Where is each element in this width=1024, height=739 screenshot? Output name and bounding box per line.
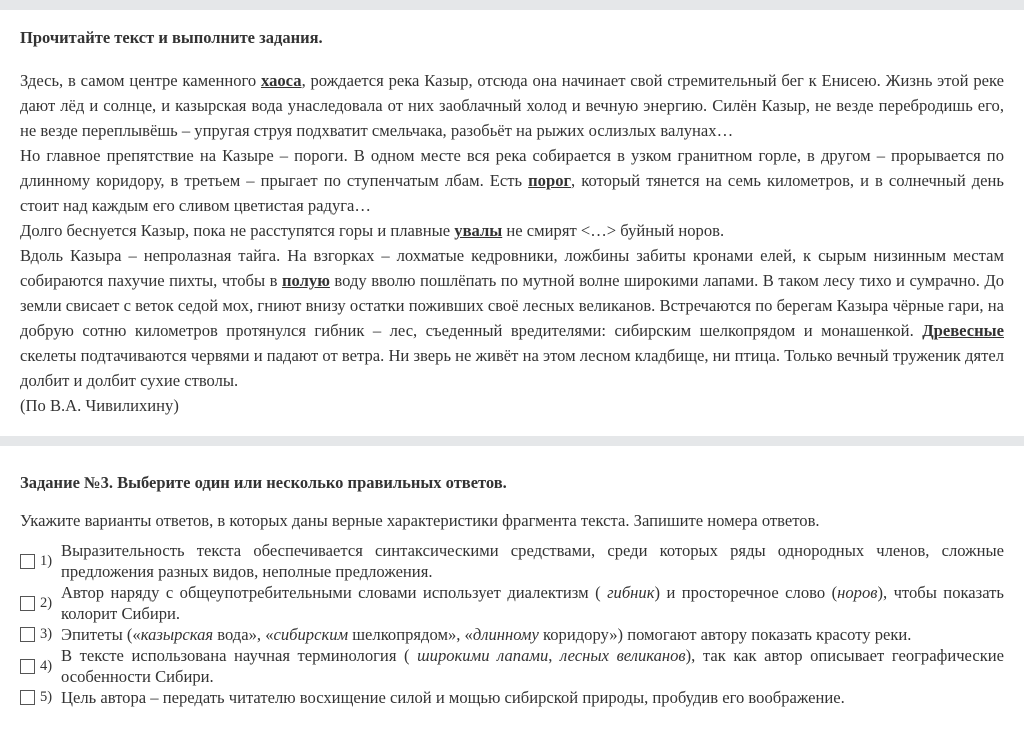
keyword: хаоса — [261, 71, 302, 90]
keyword: Древесные — [922, 321, 1004, 340]
text-segment: Долго беснуется Казыр, пока не расступятся горы и плавные — [20, 221, 455, 240]
text-segment: Вдоль Казыра – непролазная тайга. На взгорках – лохматые кедровники, ложбины забиты кронами елей, к сырым низинным местам собираются пахучие пихты, чтобы в — [20, 246, 1004, 290]
answer-checkbox-4[interactable] — [20, 659, 35, 674]
text-segment: воду вволю пошлёпать по мутной волне широкими лапами. В таком лесу тихо и сумрачно. До земли свисает с веток седой мох, гниют внизу остатки поживших своё лесных великанов. Встречаются по берегам Казыра чёрные гари, на добрую сотню километров протянулся гибник – лес, съеденный вредителями: сибирским шелкопрядом и монашенкой. — [20, 271, 1004, 340]
text-segment: ), чтобы показать колорит Сибири. — [61, 583, 1004, 623]
text-segment: скелеты подтачиваются червями и падают от ветра. Ни зверь не живёт на этом лесном кладбище, ни птица. Только вечный труженик дятел долбит и долбит сухие стволы. — [20, 346, 1004, 390]
option-marker — [20, 687, 61, 708]
example-word: широкими лапами — [417, 646, 549, 665]
text-segment: (По В.А. Чивилихину) — [20, 396, 179, 415]
option-text — [61, 540, 1004, 582]
example-word: казырская — [140, 625, 214, 644]
example-word: норов — [837, 583, 878, 602]
text-segment: , — [548, 646, 560, 665]
keyword: порог — [528, 171, 572, 190]
option-text — [61, 624, 1004, 645]
answer-option-2 — [20, 582, 1004, 624]
text-segment: Эпитеты (« — [61, 625, 141, 644]
answer-options — [20, 540, 1004, 708]
reading-passage — [20, 68, 1004, 418]
passage-paragraph — [20, 243, 1004, 393]
answer-checkbox-5[interactable] — [20, 690, 35, 705]
text-segment: Автор наряду с общеупотребительными словами использует диалектизм ( — [61, 583, 608, 602]
task-heading: Задание №3. Выберите один или несколько правильных ответов. — [20, 473, 507, 492]
text-segment: Здесь, в самом центре каменного — [20, 71, 262, 90]
text-segment: В тексте использована научная терминология ( — [61, 646, 418, 665]
keyword: полую — [281, 271, 330, 290]
answer-option-5 — [20, 687, 1004, 708]
example-word: длинному — [472, 625, 539, 644]
example-word: гибник — [607, 583, 655, 602]
option-number: 1) — [40, 552, 53, 569]
text-segment: , рождается река Казыр, отсюда она начинает свой стремительный бег к Енисею. Жизнь этой реке дают лёд и солнце, и казырская вода унаследовала от них заоблачный холод и вечную энергию. Силён Казыр, не везде перебродишь его, не везде переплывёшь – упругая струя подхватит смельчака, разобьёт на рыжих ослизлых валунах… — [20, 71, 1004, 140]
text-segment: Но главное препятствие на Казыре – пороги. В одном месте вся река собирается в узком гранитном горле, в другом – прорывается по длинному коридору, в третьем – прыгает по ступенчатым лбам. Есть — [20, 146, 1004, 190]
passage-paragraph — [20, 68, 1004, 143]
answer-option-4 — [20, 645, 1004, 687]
task-instruction: Укажите варианты ответов, в которых даны верные характеристики фрагмента текста. Запишите номера ответов. — [20, 511, 820, 530]
passage-source — [20, 393, 1004, 418]
text-segment: Цель автора – передать читателю восхищение силой и мощью сибирской природы, пробудив его воображение. — [61, 688, 845, 707]
text-segment: Выразительность текста обеспечивается синтаксическими средствами, среди которых ряды однородных членов, сложные предложения разных видов, неполные предложения. — [61, 541, 1004, 581]
option-number: 2) — [40, 594, 53, 611]
option-marker — [20, 624, 61, 645]
option-marker — [20, 593, 61, 614]
option-text — [61, 687, 1004, 708]
answer-checkbox-1[interactable] — [20, 554, 35, 569]
keyword: увалы — [454, 221, 503, 240]
answer-option-1 — [20, 540, 1004, 582]
answer-checkbox-3[interactable] — [20, 627, 35, 642]
text-segment: ), так как автор описывает географические особенности Сибири. — [61, 646, 1005, 686]
text-segment: не смирят <…> буйный норов. — [502, 221, 725, 240]
section-divider — [0, 436, 1024, 446]
passage-paragraph — [20, 218, 1004, 243]
option-marker — [20, 551, 61, 572]
task-section — [0, 446, 1024, 708]
text-segment: коридору») помогают автору показать красоту реки. — [538, 625, 912, 644]
option-marker — [20, 656, 61, 677]
text-segment: шелкопрядом», « — [348, 625, 473, 644]
example-word: сибирским — [273, 625, 349, 644]
text-segment: вода», « — [213, 625, 274, 644]
option-number: 5) — [40, 689, 53, 705]
option-text — [61, 645, 1004, 687]
option-number: 3) — [40, 626, 53, 642]
example-word: лесных великанов — [560, 646, 686, 665]
option-number: 4) — [40, 657, 53, 674]
text-segment: , который тянется на семь километров, и в солнечный день стоит над каждым его сливом цветистая радуга… — [20, 171, 1004, 215]
passage-paragraph — [20, 143, 1004, 218]
top-divider — [0, 0, 1024, 10]
answer-option-3 — [20, 624, 1004, 645]
answer-checkbox-2[interactable] — [20, 596, 35, 611]
text-segment: ) и просторечное слово ( — [654, 583, 838, 602]
reading-heading: Прочитайте текст и выполните задания. — [20, 28, 323, 47]
option-text — [61, 582, 1004, 624]
reading-section — [0, 10, 1024, 418]
